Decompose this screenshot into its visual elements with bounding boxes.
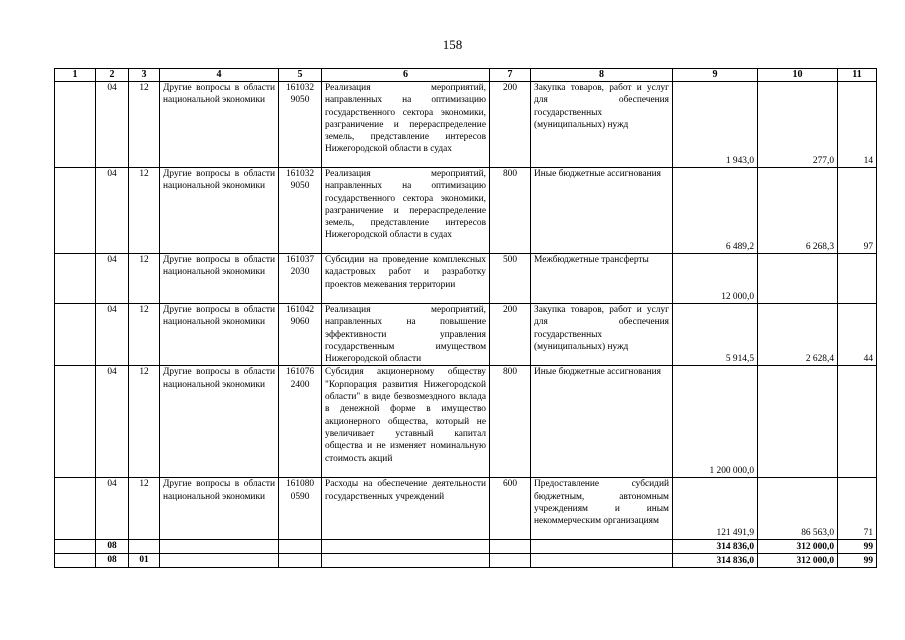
cell-target-article: [279, 254, 322, 304]
page-number: 158: [442, 37, 463, 52]
column-header-10: 10: [758, 69, 838, 82]
cell-expense-type: 800: [490, 366, 531, 478]
cell-subsection: 12: [129, 304, 160, 366]
column-header-11: 11: [838, 69, 877, 82]
cell-empty: [279, 554, 322, 568]
cell-expense-name: Реализация мероприятий, направленных на оптимизацию государственного сектора экономики, разграничение и перераспределение земель, представление интересов Нижегородской области в судах: [322, 82, 490, 168]
cell-section: 08: [96, 554, 129, 568]
cell-col1: [55, 478, 96, 540]
target-article-code-part1: 161076: [285, 367, 315, 378]
cell-executed-total: 312 000,0: [758, 554, 838, 568]
cell-target-article: [279, 168, 322, 254]
table-row: [55, 82, 877, 168]
cell-target-article: [279, 366, 322, 478]
budget-table: [54, 68, 877, 568]
cell-percent-total: 99: [838, 540, 877, 554]
cell-empty: [490, 554, 531, 568]
cell-execution-percent: [838, 366, 877, 478]
cell-subsection: 12: [129, 478, 160, 540]
cell-approved-total: 314 836,0: [673, 540, 758, 554]
cell-executed-amount: [758, 254, 838, 304]
cell-section: 04: [96, 254, 129, 304]
target-article-code-part2: 9050: [290, 95, 310, 106]
cell-expense-name: Расходы на обеспечение деятельности государственных учреждений: [322, 478, 490, 540]
cell-empty: [160, 540, 279, 554]
cell-empty: [531, 554, 673, 568]
table-row: [55, 168, 877, 254]
cell-subsection: 12: [129, 366, 160, 478]
cell-subsection: [129, 540, 160, 554]
column-header-9: 9: [673, 69, 758, 82]
cell-approved-amount: 6 489,2: [673, 168, 758, 254]
target-article-code-part1: 161032: [285, 83, 315, 93]
target-article-code-part2: 9050: [290, 181, 310, 192]
cell-empty: [531, 540, 673, 554]
cell-expense-type: 200: [490, 304, 531, 366]
cell-expense-name: Субсидии на проведение комплексных кадастровых работ и разработку проектов межевания территории: [322, 254, 490, 304]
cell-subsection: 12: [129, 82, 160, 168]
cell-subsection: 01: [129, 554, 160, 568]
target-article-code-part2: 9060: [290, 317, 310, 328]
cell-empty: [279, 540, 322, 554]
column-header-6: 6: [322, 69, 490, 82]
cell-subsection-name: Другие вопросы в области национальной экономики: [160, 304, 279, 366]
cell-expense-name: Субсидия акционерному обществу "Корпорация развития Нижегородской области" в виде безвозмездного вклада в денежной форме в имущество акционерного общества, который не увеличивает уставный капитал общества и не изменяет номинальную стоимость акций: [322, 366, 490, 478]
cell-approved-amount: 1 943,0: [673, 82, 758, 168]
table-row: [55, 366, 877, 478]
cell-section: 04: [96, 304, 129, 366]
cell-target-article: [279, 82, 322, 168]
column-header-2: 2: [96, 69, 129, 82]
table-row: [55, 478, 877, 540]
cell-col1: [55, 554, 96, 568]
cell-execution-percent: [838, 254, 877, 304]
cell-executed-amount: 6 268,3: [758, 168, 838, 254]
column-header-4: 4: [160, 69, 279, 82]
cell-approved-total: 314 836,0: [673, 554, 758, 568]
cell-empty: [160, 554, 279, 568]
cell-subsection-name: Другие вопросы в области национальной экономики: [160, 366, 279, 478]
cell-execution-percent: 97: [838, 168, 877, 254]
target-article-code-part2: 2400: [290, 379, 310, 390]
column-header-1: 1: [55, 69, 96, 82]
cell-expense-type-name: Иные бюджетные ассигнования: [531, 168, 673, 254]
cell-execution-percent: 14: [838, 82, 877, 168]
cell-target-article: [279, 304, 322, 366]
cell-expense-type-name: Закупка товаров, работ и услуг для обеспечения государственных (муниципальных) нужд: [531, 82, 673, 168]
cell-percent-total: 99: [838, 554, 877, 568]
column-header-3: 3: [129, 69, 160, 82]
cell-expense-type-name: Межбюджетные трансферты: [531, 254, 673, 304]
cell-col1: [55, 304, 96, 366]
cell-execution-percent: 71: [838, 478, 877, 540]
cell-section: 04: [96, 82, 129, 168]
target-article-code-part2: 0590: [290, 491, 310, 502]
total-row: [55, 554, 877, 568]
target-article-code-part1: 161042: [285, 305, 315, 315]
cell-expense-type-name: Закупка товаров, работ и услуг для обеспечения государственных (муниципальных) нужд: [531, 304, 673, 366]
cell-section: 04: [96, 478, 129, 540]
header-row: [55, 69, 877, 82]
target-article-code-part2: 2030: [290, 267, 310, 278]
cell-subsection: 12: [129, 254, 160, 304]
cell-col1: [55, 366, 96, 478]
cell-subsection-name: Другие вопросы в области национальной экономики: [160, 82, 279, 168]
cell-section: 04: [96, 168, 129, 254]
cell-col1: [55, 82, 96, 168]
cell-expense-type: 500: [490, 254, 531, 304]
cell-expense-name: Реализация мероприятий, направленных на повышение эффективности управления государственным имуществом Нижегородской области: [322, 304, 490, 366]
target-article-code-part1: 161080: [285, 479, 315, 490]
cell-subsection: 12: [129, 168, 160, 254]
cell-target-article: [279, 478, 322, 540]
target-article-code-part1: 161032: [285, 169, 315, 179]
cell-expense-type-name: Предоставление субсидий бюджетным, автономным учреждениям и иным некоммерческим организациям: [531, 478, 673, 540]
cell-empty: [322, 540, 490, 554]
cell-section: 08: [96, 540, 129, 554]
cell-approved-amount: 121 491,9: [673, 478, 758, 540]
cell-subsection-name: Другие вопросы в области национальной экономики: [160, 168, 279, 254]
cell-approved-amount: 5 914,5: [673, 304, 758, 366]
cell-expense-type-name: Иные бюджетные ассигнования: [531, 366, 673, 478]
cell-section: 04: [96, 366, 129, 478]
table-row: [55, 254, 877, 304]
cell-expense-type: 800: [490, 168, 531, 254]
cell-empty: [322, 554, 490, 568]
column-header-7: 7: [490, 69, 531, 82]
cell-empty: [490, 540, 531, 554]
cell-executed-total: 312 000,0: [758, 540, 838, 554]
cell-col1: [55, 254, 96, 304]
cell-col1: [55, 540, 96, 554]
cell-executed-amount: [758, 366, 838, 478]
cell-subsection-name: Другие вопросы в области национальной экономики: [160, 478, 279, 540]
cell-executed-amount: 277,0: [758, 82, 838, 168]
cell-subsection-name: Другие вопросы в области национальной экономики: [160, 254, 279, 304]
cell-expense-name: Реализация мероприятий, направленных на оптимизацию государственного сектора экономики, разграничение и перераспределение земель, представление интересов Нижегородской области в судах: [322, 168, 490, 254]
total-row: [55, 540, 877, 554]
column-header-5: 5: [279, 69, 322, 82]
cell-approved-amount: 1 200 000,0: [673, 366, 758, 478]
cell-expense-type: 600: [490, 478, 531, 540]
cell-executed-amount: 86 563,0: [758, 478, 838, 540]
cell-col1: [55, 168, 96, 254]
target-article-code-part1: 161037: [285, 255, 315, 265]
table-row: [55, 304, 877, 366]
cell-executed-amount: 2 628,4: [758, 304, 838, 366]
cell-expense-type: 200: [490, 82, 531, 168]
cell-approved-amount: 12 000,0: [673, 254, 758, 304]
column-header-8: 8: [531, 69, 673, 82]
cell-execution-percent: 44: [838, 304, 877, 366]
